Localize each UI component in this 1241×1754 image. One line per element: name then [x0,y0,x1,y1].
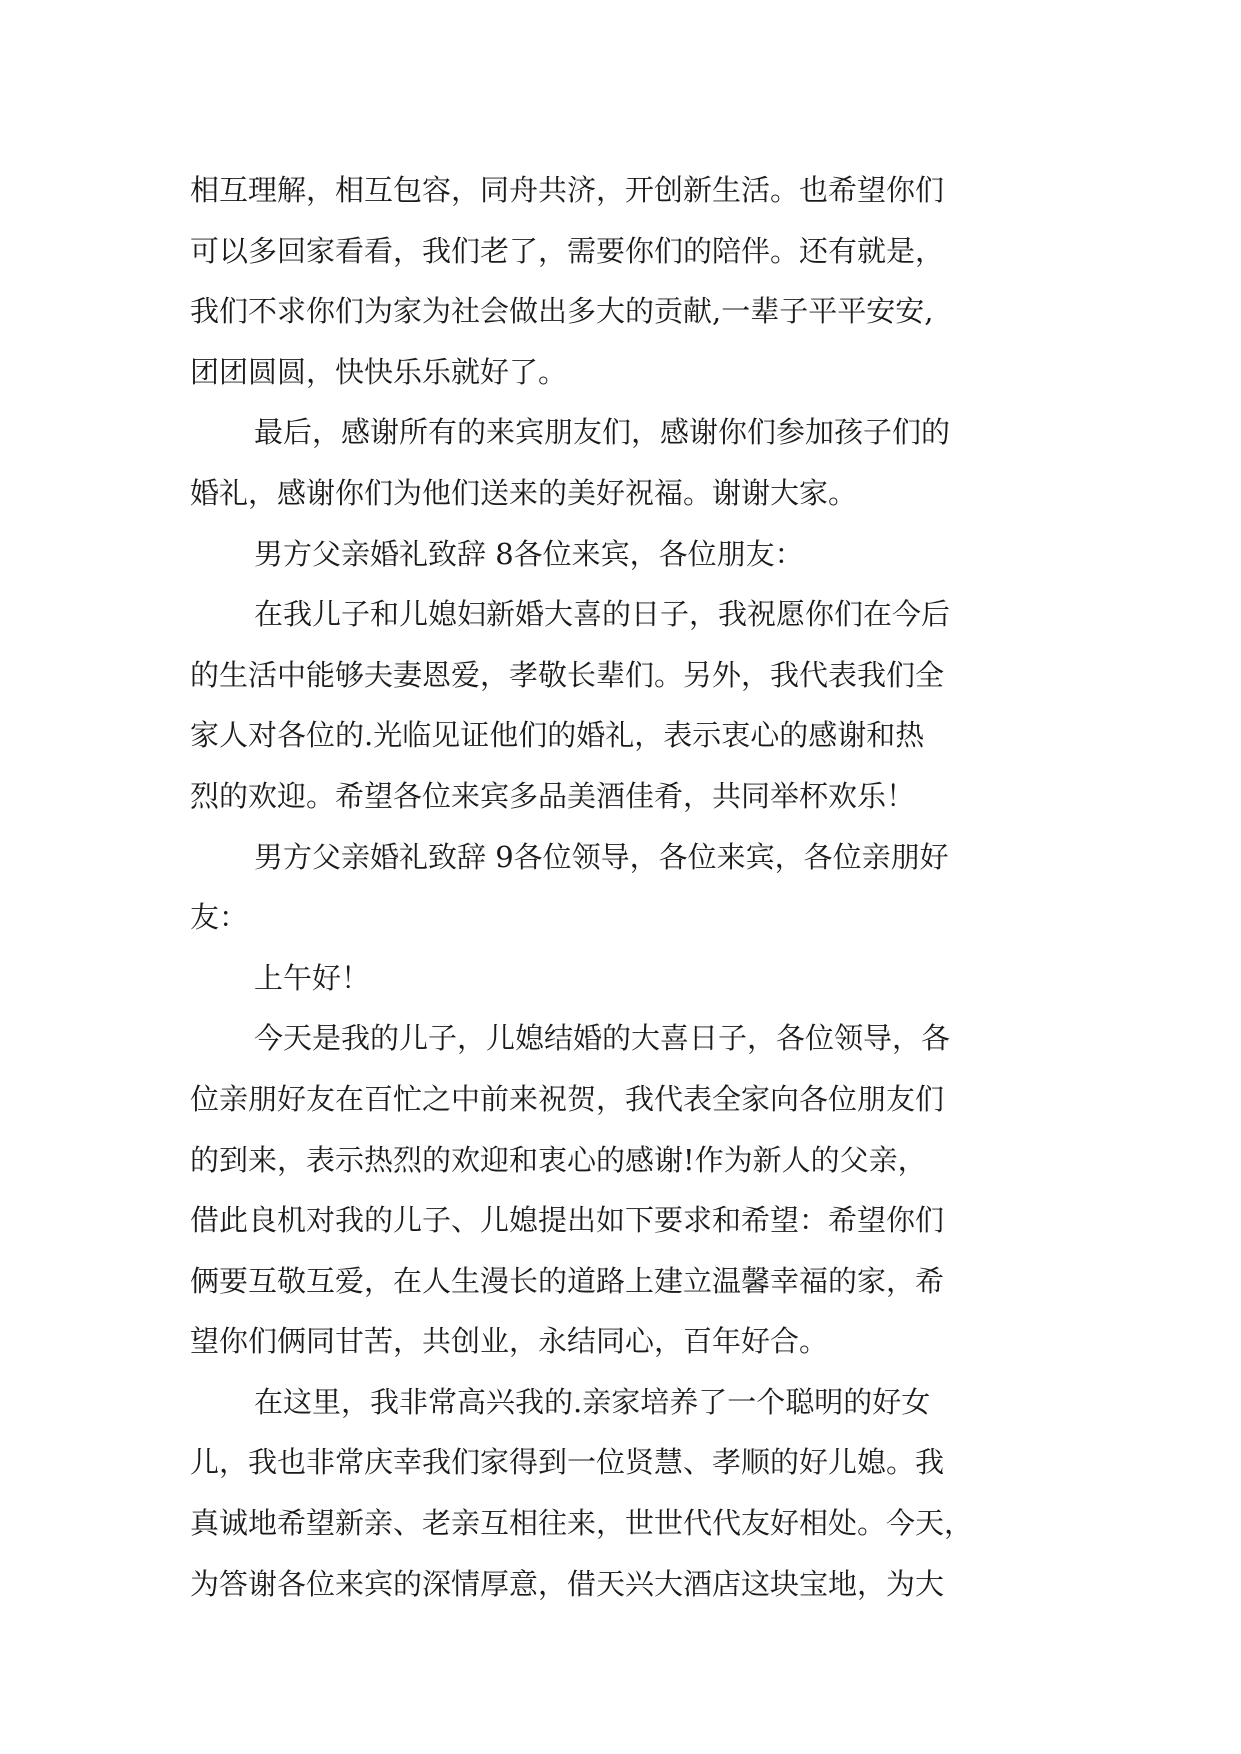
text-line: 今天是我的儿子，儿媳结婚的大喜日子，各位领导，各 [254,1021,951,1056]
text-line: 上午好！ [254,960,371,995]
text-line: 真诚地希望新亲、老亲互相往来，世世代代友好相处。今天， [190,1506,974,1541]
text-line: 相互理解，相互包容，同舟共济，开创新生活。也希望你们 [190,173,945,207]
text-line: 的生活中能够夫妻恩爱，孝敬长辈们。另外，我代表我们全 [190,657,945,692]
text-line: 婚礼，感谢你们为他们送来的美好祝福。谢谢大家。 [190,475,858,510]
text-line: 借此良机对我的儿子、儿媳提出如下要求和希望：希望你们 [190,1203,945,1238]
text-line: 最后，感谢所有的来宾朋友们，感谢你们参加孩子们的 [254,415,951,450]
text-line: 位亲朋好友在百忙之中前来祝贺，我代表全家向各位朋友们 [190,1081,945,1116]
text-line: 可以多回家看看，我们老了，需要你们的陪伴。还有就是， [190,233,945,268]
text-line: 俩要互敬互爱，在人生漫长的道路上建立温馨幸福的家，希 [190,1263,945,1298]
text-line: 男方父亲婚礼致辞 9各位领导，各位来宾，各位亲朋好 [254,839,949,874]
text-line: 友： [190,900,249,935]
document-text-body [190,160,1090,1614]
text-line: 我们不求你们为家为社会做出多大的贡献,一辈子平平安安, [190,294,934,329]
text-line: 在我儿子和儿媳妇新婚大喜的日子，我祝愿你们在今后 [254,597,951,632]
text-line: 的到来，表示热烈的欢迎和衷心的感谢!作为新人的父亲， [190,1142,927,1177]
text-line: 在这里，我非常高兴我的.亲家培养了一个聪明的好女 [254,1384,931,1419]
text-line: 烈的欢迎。希望各位来宾多品美酒佳肴，共同举杯欢乐！ [190,778,916,813]
text-line: 家人对各位的.光临见证他们的婚礼，表示衷心的感谢和热 [190,718,925,753]
text-line: 望你们俩同甘苦，共创业，永结同心，百年好合。 [190,1324,829,1359]
text-line: 男方父亲婚礼致辞 8各位来宾，各位朋友： [254,536,804,571]
text-line: 为答谢各位来宾的深情厚意，借天兴大酒店这块宝地，为大 [190,1566,945,1601]
text-line: 儿，我也非常庆幸我们家得到一位贤慧、孝顺的好儿媳。我 [190,1445,945,1480]
text-line: 团团圆圆，快快乐乐就好了。 [190,354,568,389]
